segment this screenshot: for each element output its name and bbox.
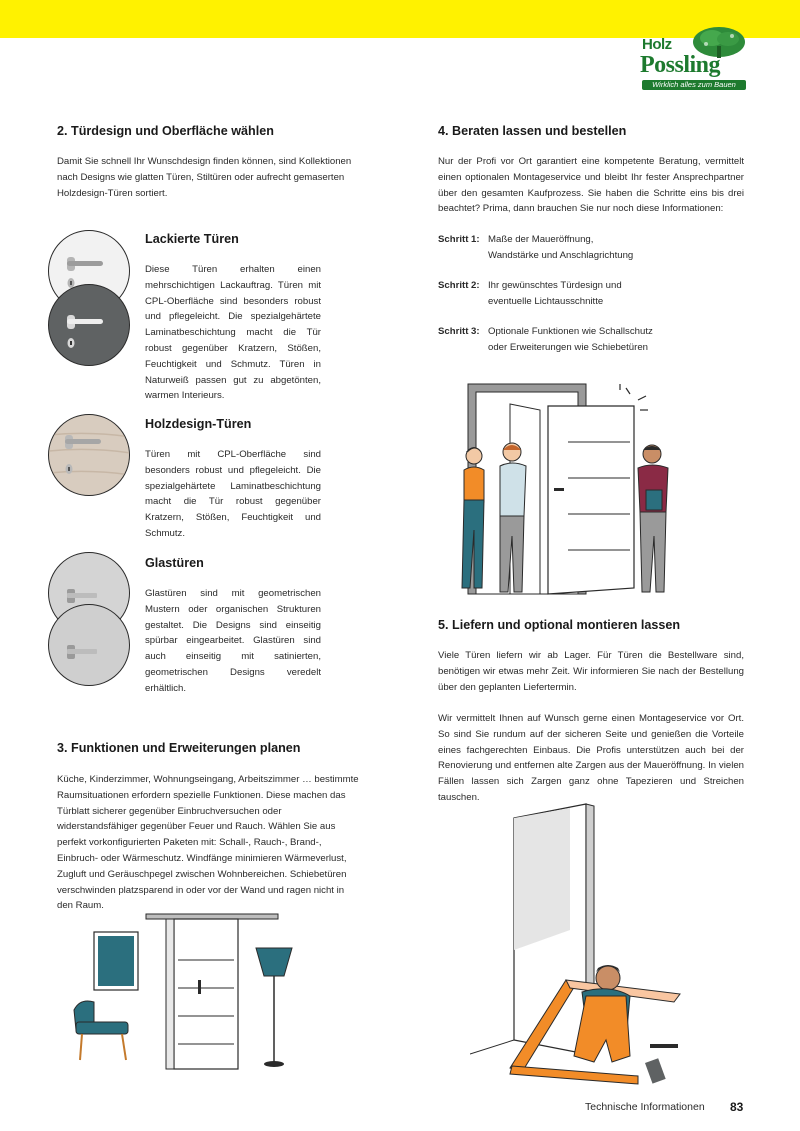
- step-2-line2: eventuelle Lichtausschnitte: [488, 295, 604, 307]
- item-lackierte-text: Diese Türen erhalten einen mehrschichtigen Lackauftrag. Türen mit CPL-Oberfläche sind besonders robust und pflegeleicht. Die spezialgehärtete Laminatbeschichtung macht die Tür robust gegenüber Kratzern, Stößen, Feuchtigkeit und Schmutz. Türen in Naturweiß passen gut zu abgetönten, warmen Interieurs.: [145, 264, 321, 402]
- step-3-label: Schritt 3:: [438, 326, 480, 337]
- glass-door-handle-image-2: [48, 604, 130, 686]
- section3-text: Küche, Kinderzimmer, Wohnungseingang, Arbeitszimmer … bestimmte Raumsituationen erfordern spezielle Funktionen. Diese machen das Türblatt sicherer gegenüber Einbruchversuchen oder widerstandsfähiger gegenüber Feuer und Rauch. Wählen Sie aus perfekt vorkonfigurierten Paketen mit: Schall-, Rauch-, Brand-, Einbruch- oder Wärmeschutz. Windfänge minimieren Wärmeverlust, Zugluft und Geräuschpegel zwischen Wohnbereichen. Schiebetüren verschwinden platzsparend in oder vor der Wand und ragen nicht in den Raum.: [57, 774, 359, 912]
- step-3: [438, 324, 748, 356]
- item-holzdesign-text: Türen mit CPL-Oberfläche sind besonders robust und pflegeleicht. Die spezialgehärtete Laminatbeschichtung macht die Tür robust gegenüber Kratzern, Stößen, Feuchtigkeit und Schmutz.: [145, 449, 321, 539]
- step-2: [438, 278, 748, 310]
- step-3-line1: Optionale Funktionen wie Schallschutz: [488, 326, 653, 337]
- step-1-line2: Wandstärke und Anschlagrichtung: [488, 249, 634, 261]
- step-1-line1: Maße der Maueröffnung,: [488, 234, 594, 245]
- section3-heading: 3. Funktionen und Erweiterungen planen: [57, 741, 301, 755]
- logo-slogan: Wirklich alles zum Bauen: [642, 80, 746, 90]
- section2-heading: 2. Türdesign und Oberfläche wählen: [57, 124, 274, 138]
- logo-brand-name: Possling: [640, 52, 721, 78]
- item-lackierte-title: Lackierte Türen: [145, 232, 239, 246]
- section2-intro: Damit Sie schnell Ihr Wunschdesign finden können, sind Kollektionen nach Designs wie glatten Türen, Stiltüren oder aufrecht gemaserten Holzdesign-Türen sortiert.: [57, 156, 352, 199]
- step-2-line1: Ihr gewünschtes Türdesign und: [488, 280, 622, 291]
- item-glastueren-text: Glastüren sind mit geometrischen Mustern oder organischen Strukturen gestaltet. Die Designs sind einseitig spürbar eingearbeitet. Glastüren sind auch einseitig mit satinierten, geometrischen Designs veredelt erhältlich.: [145, 588, 321, 694]
- door-installation-illustration: [470, 800, 700, 1092]
- section4-intro: Nur der Profi vor Ort garantiert eine kompetente Beratung, vermittelt einen optionalen Montageservice und bleibt Ihr fester Ansprechpartner über den gesamten Kaufprozess. Sie haben die Schritte eins bis drei beachtet? Prima, dann brauchen Sie nur noch diese Informationen:: [438, 156, 744, 215]
- step-2-label: Schritt 2:: [438, 280, 480, 291]
- page-number: 83: [730, 1100, 744, 1114]
- wood-door-handle-image: [48, 414, 130, 496]
- section4-heading: 4. Beraten lassen und bestellen: [438, 124, 627, 138]
- section5-para1: Viele Türen liefern wir ab Lager. Für Türen die Bestellware sind, benötigen wir etwas mehr Zeit. Wir informieren Sie nach der Bestellung über den geplanten Liefertermin.: [438, 650, 744, 693]
- item-glastueren-title: Glastüren: [145, 556, 204, 570]
- brand-logo[interactable]: [636, 22, 748, 92]
- step-1-label: Schritt 1:: [438, 234, 480, 245]
- item-holzdesign-title: Holzdesign-Türen: [145, 417, 252, 431]
- section5-para2: Wir vermittelt Ihnen auf Wunsch gerne einen Montageservice vor Ort. So sind Sie rundum auf der sicheren Seite und genießen die Vorteile eines fachgerechten Einbaus. Die Profis unterstützen auch bei der Renovierung und entfernen alte Zargen aus der Maueröffnung. In vielen Fällen lassen sich Zargen ganz ohne Tapezieren und Streichen tauschen.: [438, 713, 744, 803]
- sliding-door-room-illustration: [70, 910, 310, 1070]
- logo-top-word: Holz: [642, 36, 672, 53]
- section5-heading: 5. Liefern und optional montieren lassen: [438, 618, 681, 632]
- step-3-line2: oder Erweiterungen wie Schiebetüren: [488, 341, 648, 353]
- consultation-illustration: [440, 380, 680, 602]
- footer-label: Technische Informationen: [585, 1101, 705, 1113]
- step-1: [438, 232, 748, 264]
- grey-door-handle-image: [48, 284, 130, 366]
